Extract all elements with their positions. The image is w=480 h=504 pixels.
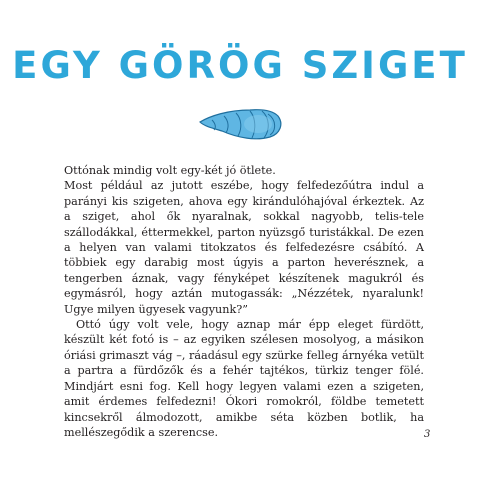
page-title: EGY GÖRÖG SZIGET [12,44,468,87]
paragraph-2: Most például az jutott eszébe, hogy felfedezőútra indul a parányi kis szigeten, ahova egy kirándulóhajóval érkeztek. Az a sziget, ahol ők nyaralnak, sokkal nagyobb, telis-tele szállodákkal, éttermekkel, parton nyüzsgő turistákkal. De ezen a helyen van valami titokzatos és felfedezésre csábító. A többiek egy darabig most úgyis a parton heverésznek, a tengerben áznak, vagy fényképet készítenek magukról és egymásról, hogy aztán mutogassák: „Nézzétek, nyaralunk! Ugye milyen ügyesek vagyunk?” [64,179,424,316]
paragraph-1: Ottónak mindig volt egy-két jó ötlete. [64,164,276,177]
paragraph-3: Ottó úgy volt vele, hogy aznap már épp eleget fürdött, készült két fotó is – az egyiken szélesen mosolyog, a másikon óriási grimaszt vág –, ráadásul egy szürke felleg árnyéka vetült a partra a fürdőzők és a fehér tajtékos, türkiz tenger fölé. Mindjárt esni fog. Kell hogy legyen valami ezen a szigeten, amit érdemes felfedezni! Ókori romokról, földbe temetett kincsekről álmodozott, amikbe séta közben botlik, ha mellészegődik a szerencse. [64,318,424,439]
story-text [64,163,424,440]
page-number: 3 [424,429,431,440]
seashell-icon [198,104,284,144]
